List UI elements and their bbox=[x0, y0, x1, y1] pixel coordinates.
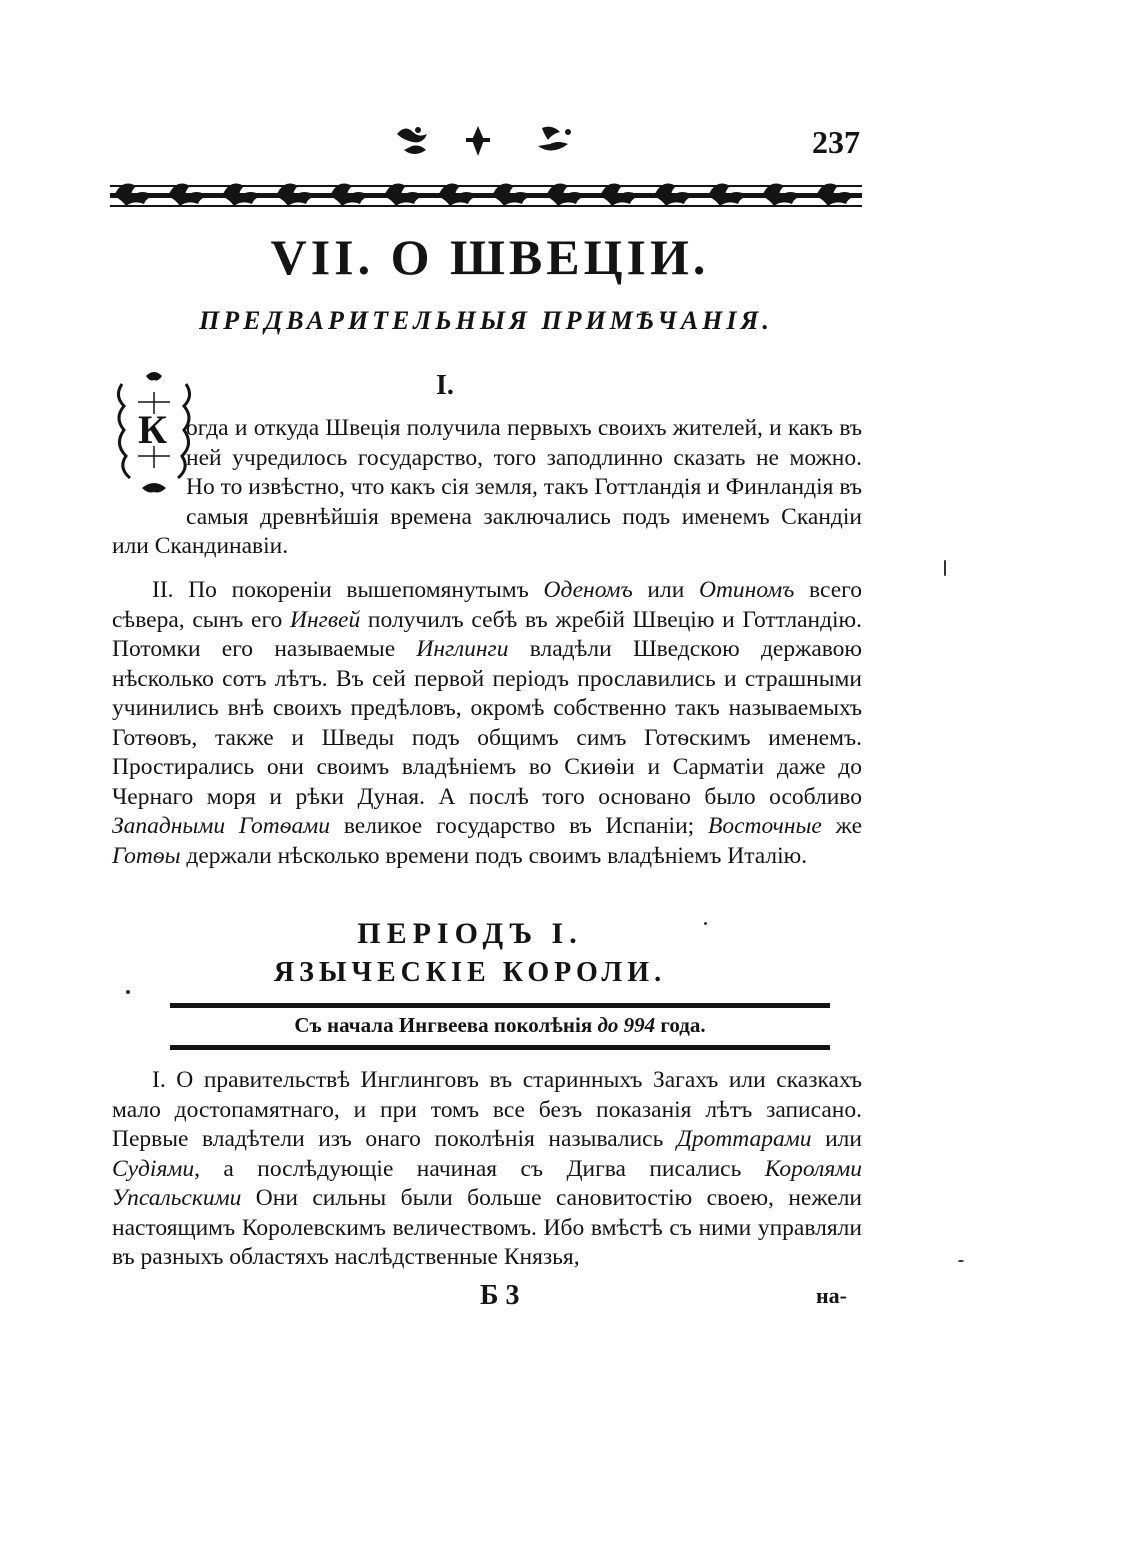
italic-text-run: Готѳы bbox=[112, 842, 181, 869]
italic-text-run: Западными Готѳами bbox=[112, 813, 331, 839]
drop-cap-initial: К bbox=[138, 407, 168, 452]
text-run: II. По покореніи вышепомянутымъ bbox=[152, 577, 544, 603]
period-subtitle: ЯЗЫЧЕСКІЕ КОРОЛИ. bbox=[273, 957, 667, 988]
italic-text-run: Судіями bbox=[112, 1155, 195, 1182]
text-run: великое государство въ Испаніи; bbox=[330, 813, 708, 839]
paragraph-1-text: огда и откуда Швеція получила первыхъ своихъ жителей, и какъ въ ней учредилось государство, того заподлинно сказать не можно. Но то извѣстно, что какъ сія земля, такъ Готтландія и Финландія въ самыя древнѣйшія времена заключались подъ именемъ Скандіи или Скандинавіи. bbox=[112, 415, 862, 559]
italic-text-run: Отиномъ bbox=[698, 577, 795, 603]
text-run: или bbox=[632, 577, 699, 603]
rule-above-dateline bbox=[170, 1003, 830, 1008]
signature-mark: Б 3 bbox=[480, 1280, 520, 1311]
chapter-title: VII. О ШВЕЦІИ. bbox=[270, 229, 710, 285]
text-run: держали нѣсколько времени подъ своимъ владѣніемъ Италію. bbox=[180, 842, 808, 869]
period-title: ПЕРІОДЪ I. bbox=[357, 917, 583, 950]
header-fleuron-ornament bbox=[392, 120, 582, 164]
text-run: Они сильны были больше сановитостію своею, нежели настоящимъ Королевскимъ величествомъ. Ибо вмѣстѣ съ ними управляли въ разныхъ областяхъ наслѣдственные Князья, bbox=[112, 1185, 862, 1270]
italic-text-run: Ингвей bbox=[290, 606, 361, 633]
italic-text-run: до 994 bbox=[597, 1013, 656, 1037]
paragraph-3 bbox=[112, 1066, 862, 1273]
period-dateline bbox=[170, 1013, 830, 1038]
text-run: , а послѣдующіе начиная съ Дигва писались bbox=[194, 1155, 765, 1182]
scan-speck bbox=[958, 1260, 964, 1262]
text-run: года. bbox=[655, 1013, 706, 1037]
chapter-subtitle: ПРЕДВАРИТЕЛЬНЫЯ ПРИМѢЧАНІЯ. bbox=[199, 306, 773, 335]
paragraph-2 bbox=[112, 576, 862, 871]
scan-speck bbox=[944, 560, 946, 576]
page-number: 237 bbox=[812, 124, 860, 160]
italic-text-run: Инглинги bbox=[416, 636, 509, 662]
text-run: или bbox=[811, 1126, 862, 1152]
section-number: I. bbox=[436, 370, 454, 401]
text-run: же bbox=[821, 813, 862, 839]
paragraph-1 bbox=[112, 414, 862, 562]
italic-text-run: Восточные bbox=[707, 813, 822, 839]
italic-text-run: Королями Упсальскими bbox=[112, 1155, 862, 1211]
scan-speck bbox=[126, 990, 130, 994]
text-run: владѣли Шведскою державою нѣсколько сотъ лѣтъ. Въ сей первой періодъ прославились и страшными учинились внѣ своихъ предѣловъ, окромѣ собственно такъ называемыхъ Готѳовъ, также и Шведы подъ общимъ симъ Готѳскимъ именемъ. Простирались они своимъ владѣніемъ во Скиѳіи и Сарматіи даже до Чернаго моря и рѣки Дуная. А послѣ того основано было особливо bbox=[112, 636, 862, 810]
text-run: Съ начала Ингвеева поколѣнія bbox=[294, 1013, 598, 1037]
initial-spacer bbox=[112, 414, 186, 504]
italic-text-run: Оденомъ bbox=[543, 577, 633, 603]
catchword: на- bbox=[816, 1283, 848, 1308]
text-run: всего сѣвера, сынъ его bbox=[112, 577, 862, 633]
rule-below-dateline bbox=[170, 1045, 830, 1050]
text-run: получилъ себѣ въ жребій Швецію и Готтландію. Потомки его называемые bbox=[112, 606, 862, 662]
decorative-border-band bbox=[110, 176, 862, 216]
text-run: I. О правительствѣ Инглинговъ въ старинныхъ Загахъ или сказкахъ мало достопамятнаго, и при томъ все безъ показанія лѣтъ записано. Первые владѣтели изъ онаго поколѣнія назывались bbox=[112, 1067, 862, 1152]
italic-text-run: Дроттарами bbox=[676, 1126, 812, 1152]
scan-speck bbox=[704, 922, 707, 925]
